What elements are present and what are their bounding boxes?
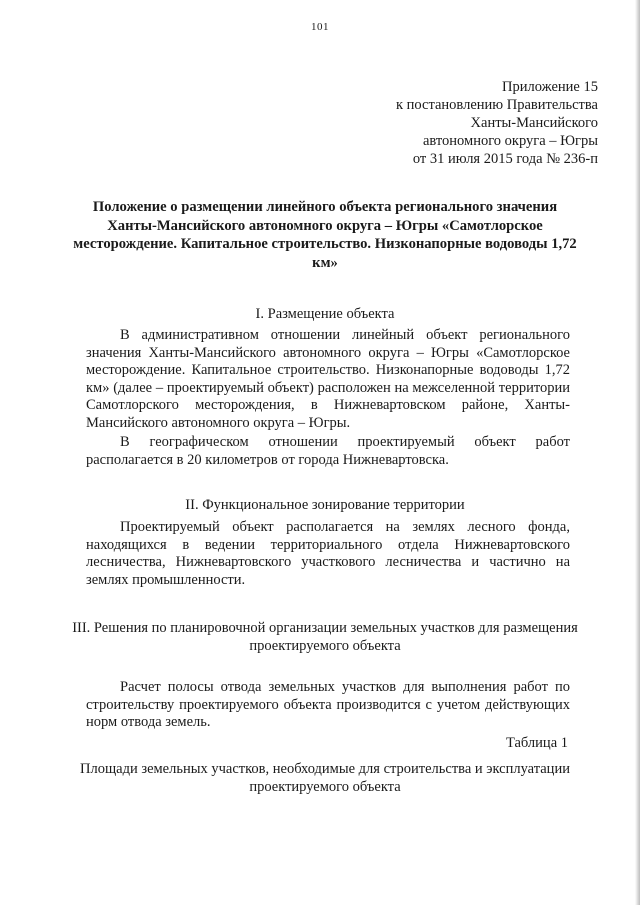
appendix-block [336,78,598,168]
table-caption: Площади земельных участков, необходимые для строительства и эксплуатации проектируемого объекта [80,761,570,795]
appendix-line: Ханты-Мансийского [470,115,598,131]
section-1-paragraph-2: В географическом отношении проектируемый объект работ располагается в 20 километров от города Нижневартовска. [86,434,570,468]
section-heading-1: I. Размещение объекта [255,306,395,322]
appendix-line: к постановлению Правительства [396,97,598,113]
table-label: Таблица 1 [505,735,568,751]
appendix-line: Приложение 15 [502,79,598,95]
section-heading-2: II. Функциональное зонирование территории [185,497,465,513]
appendix-line: автономного округа – Югры [422,133,598,149]
document-title: Положение о размещении линейного объекта регионального значения Ханты-Мансийского автономного округа – Югры «Самотлорское месторождение. Капитальное строительство. Низконапорные водоводы 1,72 км» [73,199,577,271]
page-number: 101 [311,21,329,33]
scan-page-edge [635,0,640,905]
section-1-paragraph-1: В административном отношении линейный объект регионального значения Ханты-Мансийского автономного округа – Югры «Самотлорское месторождение. Капитальное строительство. Низконапорные водоводы 1,72 км» (далее – проектируемый объект) расположен на межселенной территории Самотлорского месторождения, в Нижневартовском районе, Ханты-Мансийского автономного округа – Югры. [86,327,570,431]
appendix-line: от 31 июля 2015 года № 236-п [412,151,598,167]
section-2-paragraph-1: Проектируемый объект располагается на землях лесного фонда, находящихся в ведении территориального отдела Нижневартовского лесничества, Нижневартовского участкового лесничества и частично на землях промышленности. [86,519,570,588]
section-heading-3: III. Решения по планировочной организации земельных участков для размещения проектируемого объекта [72,620,578,654]
section-3-paragraph-1: Расчет полосы отвода земельных участков для выполнения работ по строительству проектируемого объекта производится с учетом действующих норм отвода земель. [86,679,570,731]
